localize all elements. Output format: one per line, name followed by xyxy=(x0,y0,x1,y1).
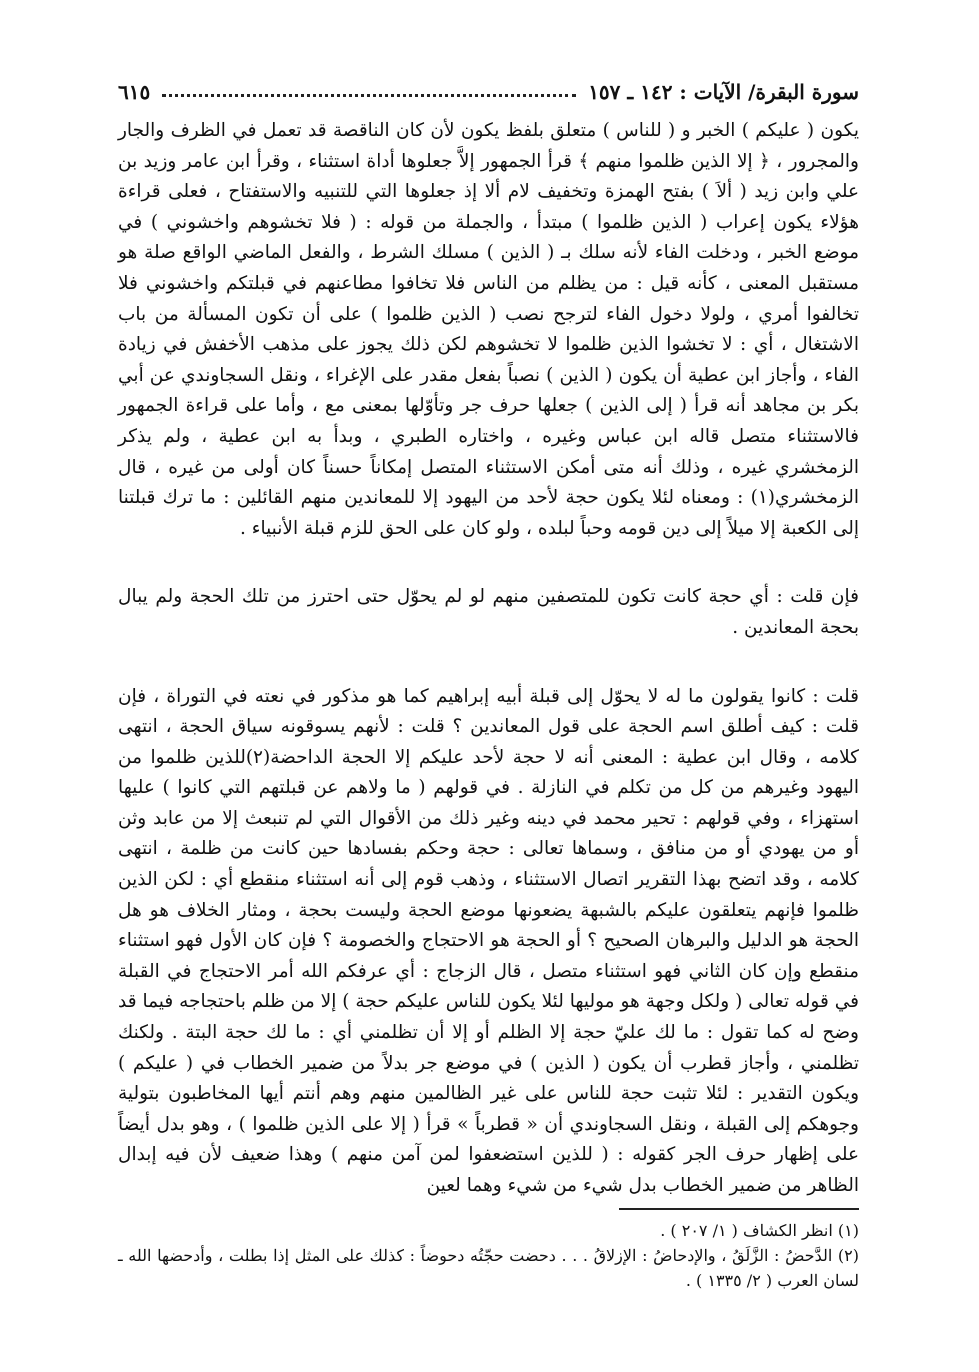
paragraph-2: فإن قلت : أي حجة كانت تكون للمتصفين منهم لو لم يحوّل حتى احترز من تلك الحجة ولم يبال بحجة المعاندين . xyxy=(118,586,859,638)
main-text xyxy=(118,116,859,1202)
footnote-1: (١) انظر الكشاف ( ١/ ٢٠٧ ) . xyxy=(660,1221,859,1240)
paragraph-3: قلت : كانوا يقولون ما له لا يحوّل إلى قبلة أبيه إبراهيم كما هو مذكور في نعته في التوراة ، فإن قلت : كيف أطلق اسم الحجة على قول المعاندين ؟ قلت : لأنهم يسوقونه سياق الحجة ، انتهى كلامه ، وقال ابن عطية : المعنى أنه لا حجة لأحد عليكم إلا الحجة الداحضة(٢)للذين ظلموا من اليهود وغيرهم من كل من تكلم في النازلة . في قولهم ( ما ولاهم عن قبلتهم التي كانوا ) عليها استهزاء ، وفي قولهم : تحير محمد في دينه وغير ذلك من الأقوال التي لم تنبعث إلا من عابد وثن أو من يهودي أو من منافق ، وسماها تعالى : حجة وحكم بفسادها حين كانت من ظلمة ، انتهى كلامه ، وقد اتضح بهذا التقرير اتصال الاستثناء ، وذهب قوم إلى أنه استثناء منقطع أي : لكن الذين ظلموا فإنهم يتعلقون عليكم بالشبهة يضعونها موضع الحجة وليست بحجة ، ومثار الخلاف هو هل الحجة هو الدليل والبرهان الصحيح ؟ أو الحجة هو الاحتجاج والخصومة ؟ فإن كان الأول فهو استثناء منقطع وإن كان الثاني فهو استثناء متصل ، قال الزجاج : أي عرفكم الله أمر الاحتجاج في القبلة في قوله تعالى ( ولكل وجهة هو موليها لئلا يكون للناس عليكم حجة ) إلا من ظلم باحتجاجه فيما قد وضح له كما تقول : ما لك عليّ حجة إلا الظلم أو إلا أن تظلمني أي : ما لك حجة البتة . ولكنك تظلمني ، وأجاز قطرب أن يكون ( الذين ) في موضع جر بدلاً من ضمير الخطاب في ( عليكم ) ويكون التقدير : لئلا تثبت حجة للناس على غير الظالمين منهم وهم أنتم أيها المخاطبون بتولية وجوهكم إلى القبلة ، ونقل السجاوندي أن « قطرباً » قرأ ( إلا على الذين ظلموا ) ، وهو بدل أيضاً على إظهار حرف الجر كقوله : ( للذين استضعفوا لمن آمن منهم ) وهذا ضعيف لأن فيه إبدال الظاهر من ضمير الخطاب بدل شيء من شيء وهما لعين xyxy=(118,685,859,1196)
surah-title: سورة البقرة/ الآيات : ١٤٢ ـ ١٥٧ xyxy=(588,80,859,104)
header-dotted-leader xyxy=(162,94,576,97)
footnote-separator xyxy=(619,1208,859,1210)
page-number: ٦١٥ xyxy=(118,80,151,104)
footnotes xyxy=(118,1218,859,1293)
footnote-2: (٢) الدَّحضُ : الزَّلَقُ ، والإدحاضُ : الإزلاقُ . . . دحضت حجّتُه دحوضاً : كذلك على المثل إذا بطلت ، وأدحضها الله ـ لسان العرب ( ٢/ ١٣٣٥ ) . xyxy=(118,1246,859,1290)
running-header xyxy=(118,74,859,104)
paragraph-1: يكون ( عليكم ) الخبر و ( للناس ) متعلق بلفظ يكون لأن كان الناقصة قد تعمل في الظرف والجار والمجرور ، ﴿ إلا الذين ظلموا منهم ﴾ قرأ الجمهور إلاَّ جعلوها أداة استثناء ، وقرأ ابن عامر وزيد بن علي وابن زيد ( ألاَ ) بفتح الهمزة وتخفيف لام ألا إذ جعلوها التي للتنبيه والاستفتاح ، فعلى قراءة هؤلاء يكون إعراب ( الذين ظلموا ) مبتدأ ، والجملة من قوله : ( فلا تخشوهم واخشوني ) في موضع الخبر ، ودخلت الفاء لأنه سلك بـ ( الذين ) مسلك الشرط ، والفعل الماضي الواقع صلة هو مستقبل المعنى ، كأنه قيل : من يظلم من الناس فلا تخافوا مطاعنهم في قبلتكم واخشوني فلا تخالفوا أمري ، ولولا دخول الفاء لترجح نصب ( الذين ظلموا ) على أن تكون المسألة من باب الاشتغال ، أي : لا تخشوا الذين ظلموا لا تخشوهم لكن ذلك يجوز على مذهب الأخفش في زيادة الفاء ، وأجاز ابن عطية أن يكون ( الذين ) نصباً بفعل مقدر على الإغراء ، ونقل السجاوندي عن أبي بكر بن مجاهد أنه قرأ ( إلى الذين ) جعلها حرف جر وتأوّلها بمعنى مع ، وأما على قراءة الجمهور فالاستثناء متصل قاله ابن عباس وغيره ، واختاره الطبري ، وبدأ به ابن عطية ، ولم يذكر الزمخشري غيره ، وذلك أنه متى أمكن الاستثناء المتصل إمكاناً حسناً كان أولى من غيره ، قال الزمخشري(١) : ومعناه لئلا يكون حجة لأحد من اليهود إلا للمعاندين منهم القائلين : ما ترك قبلتنا إلى الكعبة إلا ميلاً إلى دين قومه وحباً لبلده ، ولو كان على الحق للزم قبلة الأنبياء . xyxy=(118,120,859,539)
